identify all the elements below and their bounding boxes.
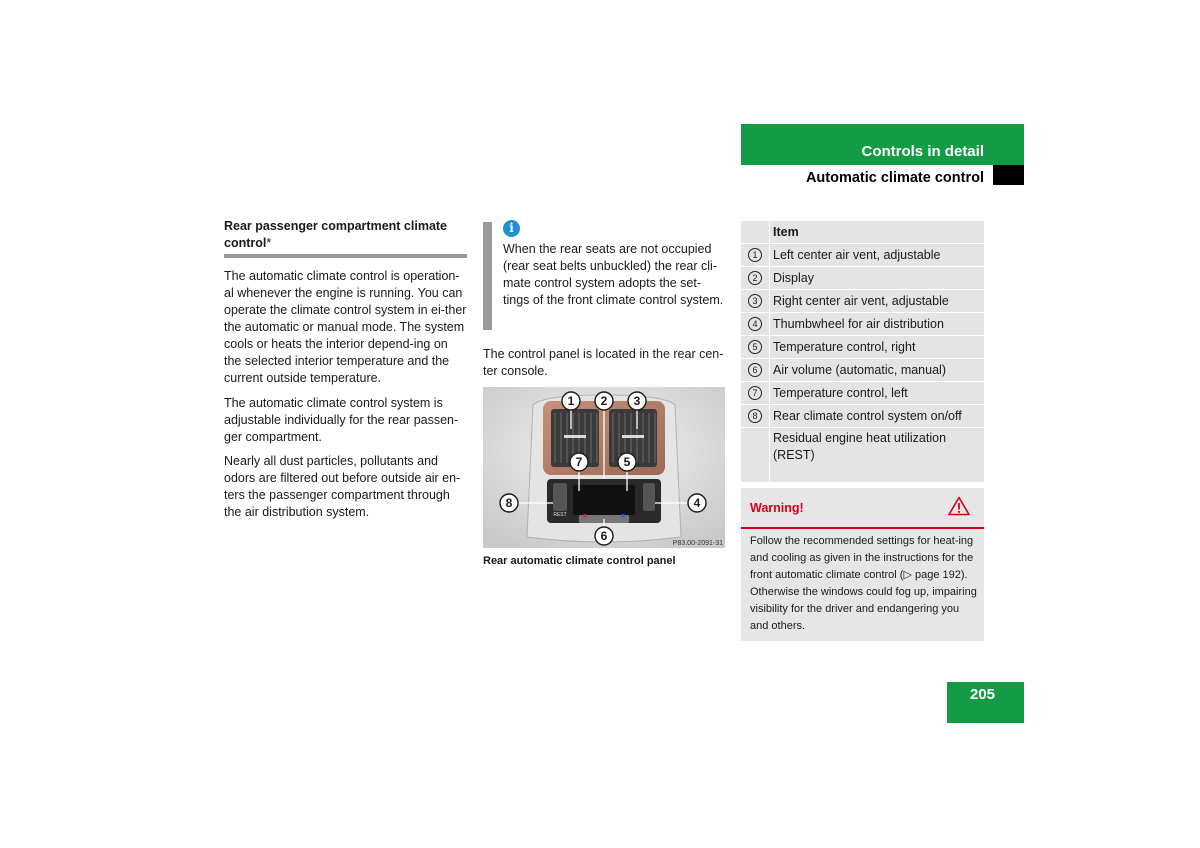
figure-code: P83.00-2091-31	[672, 540, 723, 547]
table-row	[741, 359, 984, 382]
table-row	[741, 428, 984, 483]
warning-rule	[741, 527, 984, 529]
item-text: Rear climate control system on/off	[773, 409, 962, 423]
item-number: 5	[748, 340, 762, 354]
table-row	[741, 336, 984, 359]
svg-text:7: 7	[575, 455, 583, 469]
item-text: Right center air vent, adjustable	[773, 294, 949, 308]
table-header-item: Item	[773, 225, 799, 239]
heading-rule	[224, 254, 467, 258]
item-number: 1	[748, 248, 762, 262]
item-number: 7	[748, 386, 762, 400]
rest-button-label: REST	[553, 512, 567, 518]
item-text: Temperature control, left	[773, 386, 908, 400]
item-table	[741, 221, 984, 483]
svg-text:8: 8	[505, 496, 513, 510]
paragraph-operation: The automatic climate control is operation-al whenever the engine is running. You can operate the climate control system in ei-ther the automatic or manual mode. The system cools or heats the interior depend-ing on the selected interior temperature and the current outside temperature.	[224, 269, 467, 385]
paragraph-filter: Nearly all dust particles, pollutants and odors are filtered out before outside air en-ters the passenger compartment through the air distribution system.	[224, 454, 461, 519]
note-bar	[483, 222, 492, 330]
callout-1	[562, 392, 580, 410]
section-heading-text: Rear passenger compartment climate control	[224, 219, 448, 250]
table-row	[741, 405, 984, 428]
info-icon: i	[503, 220, 520, 237]
callout-3	[628, 392, 646, 410]
section-heading	[224, 218, 467, 252]
figure-caption: Rear automatic climate control panel	[483, 555, 676, 567]
svg-text:6: 6	[600, 529, 608, 543]
control-panel-figure	[483, 387, 725, 548]
table-row	[741, 267, 984, 290]
svg-text:4: 4	[693, 496, 701, 510]
item-number: 3	[748, 294, 762, 308]
callout-5	[618, 453, 636, 471]
callout-6	[595, 527, 613, 545]
warning-title: Warning!	[750, 501, 804, 515]
item-text: Air volume (automatic, manual)	[773, 363, 946, 377]
section-title: Controls in detail	[861, 143, 984, 160]
item-number: 8	[748, 409, 762, 423]
svg-text:3: 3	[633, 394, 641, 408]
warning-text: Follow the recommended settings for heat-ing and cooling as given in the instructions for the front automatic climate control (▷ page 192). Otherwise the windows could fog up, impairing visibility for the driver and endangering you and others.	[750, 535, 977, 632]
table-header-row	[741, 221, 984, 244]
warning-box	[741, 488, 984, 641]
table-row	[741, 313, 984, 336]
item-number: 4	[748, 317, 762, 331]
table-row	[741, 290, 984, 313]
svg-text:2: 2	[600, 394, 608, 408]
item-text-rest: Residual engine heat utilization (REST)	[773, 431, 947, 462]
callout-2	[595, 392, 613, 410]
item-number: 6	[748, 363, 762, 377]
warning-triangle-icon	[948, 496, 970, 516]
optional-mark: *	[266, 236, 272, 250]
paragraph-console: The control panel is located in the rear cen-ter console.	[483, 347, 724, 378]
callout-7	[570, 453, 588, 471]
table-row	[741, 382, 984, 405]
info-note-text: When the rear seats are not occupied (rear seat belts unbuckled) the rear cli-mate control system adopts the set-tings of the front climate control system.	[503, 242, 724, 307]
svg-text:1: 1	[567, 394, 575, 408]
item-number: 2	[748, 271, 762, 285]
header-marker	[993, 165, 1024, 185]
item-text: Thumbwheel for air distribution	[773, 317, 944, 331]
callout-8	[500, 494, 518, 512]
page-number: 205	[969, 686, 996, 703]
item-text: Display	[773, 271, 814, 285]
paragraph-rear-adjustable: The automatic climate control system is adjustable individually for the rear passen-ger compartment.	[224, 396, 459, 444]
table-row	[741, 244, 984, 267]
callout-4	[688, 494, 706, 512]
item-text: Left center air vent, adjustable	[773, 248, 941, 262]
subsection-title: Automatic climate control	[805, 170, 984, 186]
item-text: Temperature control, right	[773, 340, 916, 354]
svg-text:5: 5	[623, 455, 631, 469]
